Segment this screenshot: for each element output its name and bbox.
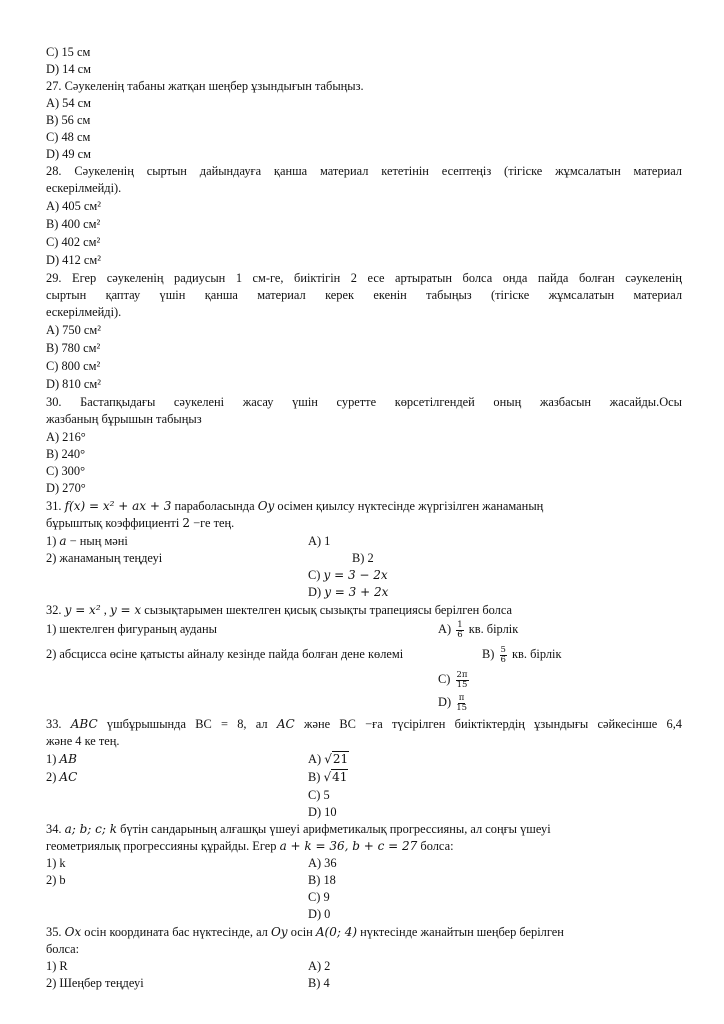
q32-b-numerator: 5 <box>500 644 506 655</box>
q35-stem-c: нүктесінде жанайтын шеңбер берілген <box>357 925 564 939</box>
q30-option-a: A) 216° <box>46 430 86 444</box>
q32-b-denominator: 6 <box>500 654 506 665</box>
q27-option-b: B) 56 см <box>46 113 91 127</box>
q33-option-a-radicand: 21 <box>332 752 349 766</box>
q33-option-d: D) 10 <box>308 805 337 819</box>
q32-sep: , <box>100 603 110 617</box>
q31-option-d-formula: y = 3 + 2x <box>324 585 389 599</box>
q34-stem-line1 <box>46 821 551 837</box>
q32-item1: 1) шектелген фигураның ауданы <box>46 622 217 636</box>
q32-option-d <box>438 689 469 715</box>
q33-option-b-label: B) <box>308 770 324 784</box>
q30-option-d: D) 270° <box>46 481 86 495</box>
q35-stem-line1 <box>46 924 564 940</box>
q34-stem-line2-a: геометриялық прогрессияны құрайды. Егер <box>46 839 280 853</box>
q32-d-numerator: π <box>458 692 465 703</box>
q35-item1: 1) R <box>46 959 68 973</box>
q34-option-d: D) 0 <box>308 907 331 921</box>
q31-option-d-label: D) <box>308 585 325 599</box>
q28-stem-line2: ескерілмейді). <box>46 181 122 195</box>
q32-option-c-label: C) <box>438 672 451 686</box>
q29-stem-line1: 29. Егер сәукеленің радиусын 1 см-ге, биіктігін 2 есе артыратын болса онда пайда болған сәукеленің <box>46 271 682 285</box>
q30-stem-line1: 30. Бастапқыдағы сәукелені жасау үшін суретте көрсетілгендей оның жазбасын жасайды.Осы <box>46 395 682 409</box>
q26-option-c: C) 15 см <box>46 45 91 59</box>
q31-item1-var: a <box>59 534 67 548</box>
q31-option-c-formula: y = 3 − 2x <box>323 568 388 582</box>
q31-option-d <box>308 584 388 600</box>
q31-stem-mid: параболасында <box>171 499 258 513</box>
q34-stem-a: бүтін сандарының алғашқы үшеуі арифметикалық прогрессияны, ал соңғы үшеуі <box>117 822 551 836</box>
q33-stem-b: және ВС −ға түсірілген биіктіктердің ұзындығы сәйкесінше 6,4 <box>294 717 682 731</box>
q35-stem-line2: болса: <box>46 942 80 956</box>
q31-number: 31. <box>46 499 62 513</box>
q34-option-a: A) 36 <box>308 856 337 870</box>
q27-option-a: A) 54 см <box>46 96 92 110</box>
q32-option-a <box>438 616 518 642</box>
q35-point: A(0; 4) <box>315 925 358 939</box>
q32-option-a-fraction <box>456 621 463 640</box>
q30-option-c: C) 300° <box>46 464 86 478</box>
q34-stem-line2-b: болса: <box>417 839 454 853</box>
q29-option-a: A) 750 см² <box>46 323 101 337</box>
q32-d-denominator: 15 <box>456 702 468 713</box>
q32-option-b <box>482 641 562 667</box>
q32-a-denominator: 6 <box>457 629 463 640</box>
q31-stem-line2 <box>46 515 234 531</box>
q33-item1 <box>46 751 77 767</box>
q33-option-a <box>308 751 349 767</box>
q35-oy: Oy <box>270 925 288 939</box>
q28-stem-line1: 28. Сәукеленің сыртын дайындауға қанша материал кететінін есептеңіз (тігіске жұмсалатын материал <box>46 164 682 178</box>
q31-stem-line2-a: бұрыштық коэффициенті <box>46 516 183 530</box>
q28-option-d: D) 412 см² <box>46 253 101 267</box>
q31-slope-value: 2 <box>182 516 191 530</box>
q32-option-a-unit: кв. бірлік <box>468 622 519 636</box>
q35-ox: Ox <box>64 925 82 939</box>
q32-stem-rest: сызықтарымен шектелген қисық сызықты трапециясы берілген болса <box>141 603 513 617</box>
q32-eq1: y = x² <box>64 603 101 617</box>
q32-a-numerator: 1 <box>457 619 463 630</box>
q26-option-d: D) 14 см <box>46 62 92 76</box>
q33-item2-num: 2) <box>46 770 60 784</box>
q31-option-c-label: C) <box>308 568 324 582</box>
q35-option-a: A) 2 <box>308 959 331 973</box>
q31-item2: 2) жанаманың теңдеуі <box>46 551 163 565</box>
q31-item1-rest: − ның мәні <box>66 534 128 548</box>
q33-triangle: ABC <box>70 717 98 731</box>
q33-option-b <box>308 769 348 785</box>
q31-stem-rest: осімен қиылсу нүктесінде жүргізілген жанаманың <box>274 499 544 513</box>
q32-c-denominator: 15 <box>456 679 468 690</box>
q28-option-c: C) 402 см² <box>46 235 101 249</box>
q32-option-d-fraction <box>456 694 467 713</box>
q29-option-d: D) 810 см² <box>46 377 101 391</box>
q33-stem-line2: және 4 ке тең. <box>46 734 120 748</box>
q35-stem-b: осін <box>287 925 316 939</box>
q35-stem-a: осін координата бас нүктесінде, ал <box>81 925 271 939</box>
q33-option-b-sqrt: √41 <box>323 770 348 784</box>
q31-item1 <box>46 533 128 549</box>
q32-option-b-unit: кв. бірлік <box>512 647 562 661</box>
q33-stem-line1 <box>46 716 682 732</box>
q27-option-d: D) 49 см <box>46 147 92 161</box>
q31-stem-line2-b: −ге тең. <box>190 516 235 530</box>
q30-option-b: B) 240° <box>46 447 86 461</box>
q33-item2-var: AC <box>59 770 78 784</box>
q32-option-d-label: D) <box>438 695 452 709</box>
q35-number: 35. <box>46 925 65 939</box>
q32-option-b-fraction <box>500 646 507 665</box>
q34-stem-line2 <box>46 838 454 854</box>
q28-option-b: B) 400 см² <box>46 217 101 231</box>
q33-option-b-radicand: 41 <box>332 770 348 784</box>
q31-stem-line1 <box>46 498 543 514</box>
q34-vars: a; b; c; k <box>64 822 117 836</box>
q33-number: 33. <box>46 717 71 731</box>
q32-option-a-label: A) <box>438 622 452 636</box>
q30-stem-line2: жазбаның бұрышын табыңыз <box>46 412 202 426</box>
q31-axis: Oy <box>257 499 275 513</box>
q31-formula: f(x) = x² + ax + 3 <box>64 499 172 513</box>
q34-item1: 1) k <box>46 856 66 870</box>
q29-stem-line3: ескерілмейді). <box>46 305 122 319</box>
q33-item1-num: 1) <box>46 752 60 766</box>
q32-item2: 2) абсцисса өсіне қатысты айналу кезінде пайда болған дене көлемі <box>46 647 404 661</box>
q29-option-c: C) 800 см² <box>46 359 101 373</box>
q33-option-c: C) 5 <box>308 788 330 802</box>
q33-ac: AC <box>276 717 295 731</box>
q28-option-a: A) 405 см² <box>46 199 101 213</box>
q33-item2 <box>46 769 77 785</box>
q27-option-c: C) 48 см <box>46 130 91 144</box>
q33-option-a-sqrt: √21 <box>324 752 349 766</box>
q33-item1-var: AB <box>59 752 77 766</box>
q32-option-b-label: B) <box>482 647 495 661</box>
q32-option-c-fraction <box>456 671 469 690</box>
q29-option-b: B) 780 см² <box>46 341 101 355</box>
q34-conditions: a + k = 36, b + c = 27 <box>279 839 418 853</box>
q29-stem-line2: сыртын қаптау үшін қанша материал керек екенін табыңыз (тігіске жұмсалатын материал <box>46 288 682 302</box>
q32-c-numerator: 2π <box>456 669 468 680</box>
q34-item2: 2) b <box>46 873 66 887</box>
q34-number: 34. <box>46 822 65 836</box>
q31-option-b: B) 2 <box>352 551 374 565</box>
q27-stem: 27. Сәукеленің табаны жатқан шеңбер ұзындығын табыңыз. <box>46 79 364 93</box>
q35-option-b: B) 4 <box>308 976 330 990</box>
q31-option-c <box>308 567 388 583</box>
q31-item1-num: 1) <box>46 534 60 548</box>
q31-option-a: A) 1 <box>308 534 331 548</box>
q34-option-c: C) 9 <box>308 890 330 904</box>
q32-eq2: y = x <box>109 603 142 617</box>
q32-number: 32. <box>46 603 65 617</box>
q34-option-b: B) 18 <box>308 873 336 887</box>
q33-stem-a: үшбұрышында ВС = 8, ал <box>97 717 277 731</box>
q33-option-a-label: A) <box>308 752 325 766</box>
q35-item2: 2) Шеңбер теңдеуі <box>46 976 144 990</box>
